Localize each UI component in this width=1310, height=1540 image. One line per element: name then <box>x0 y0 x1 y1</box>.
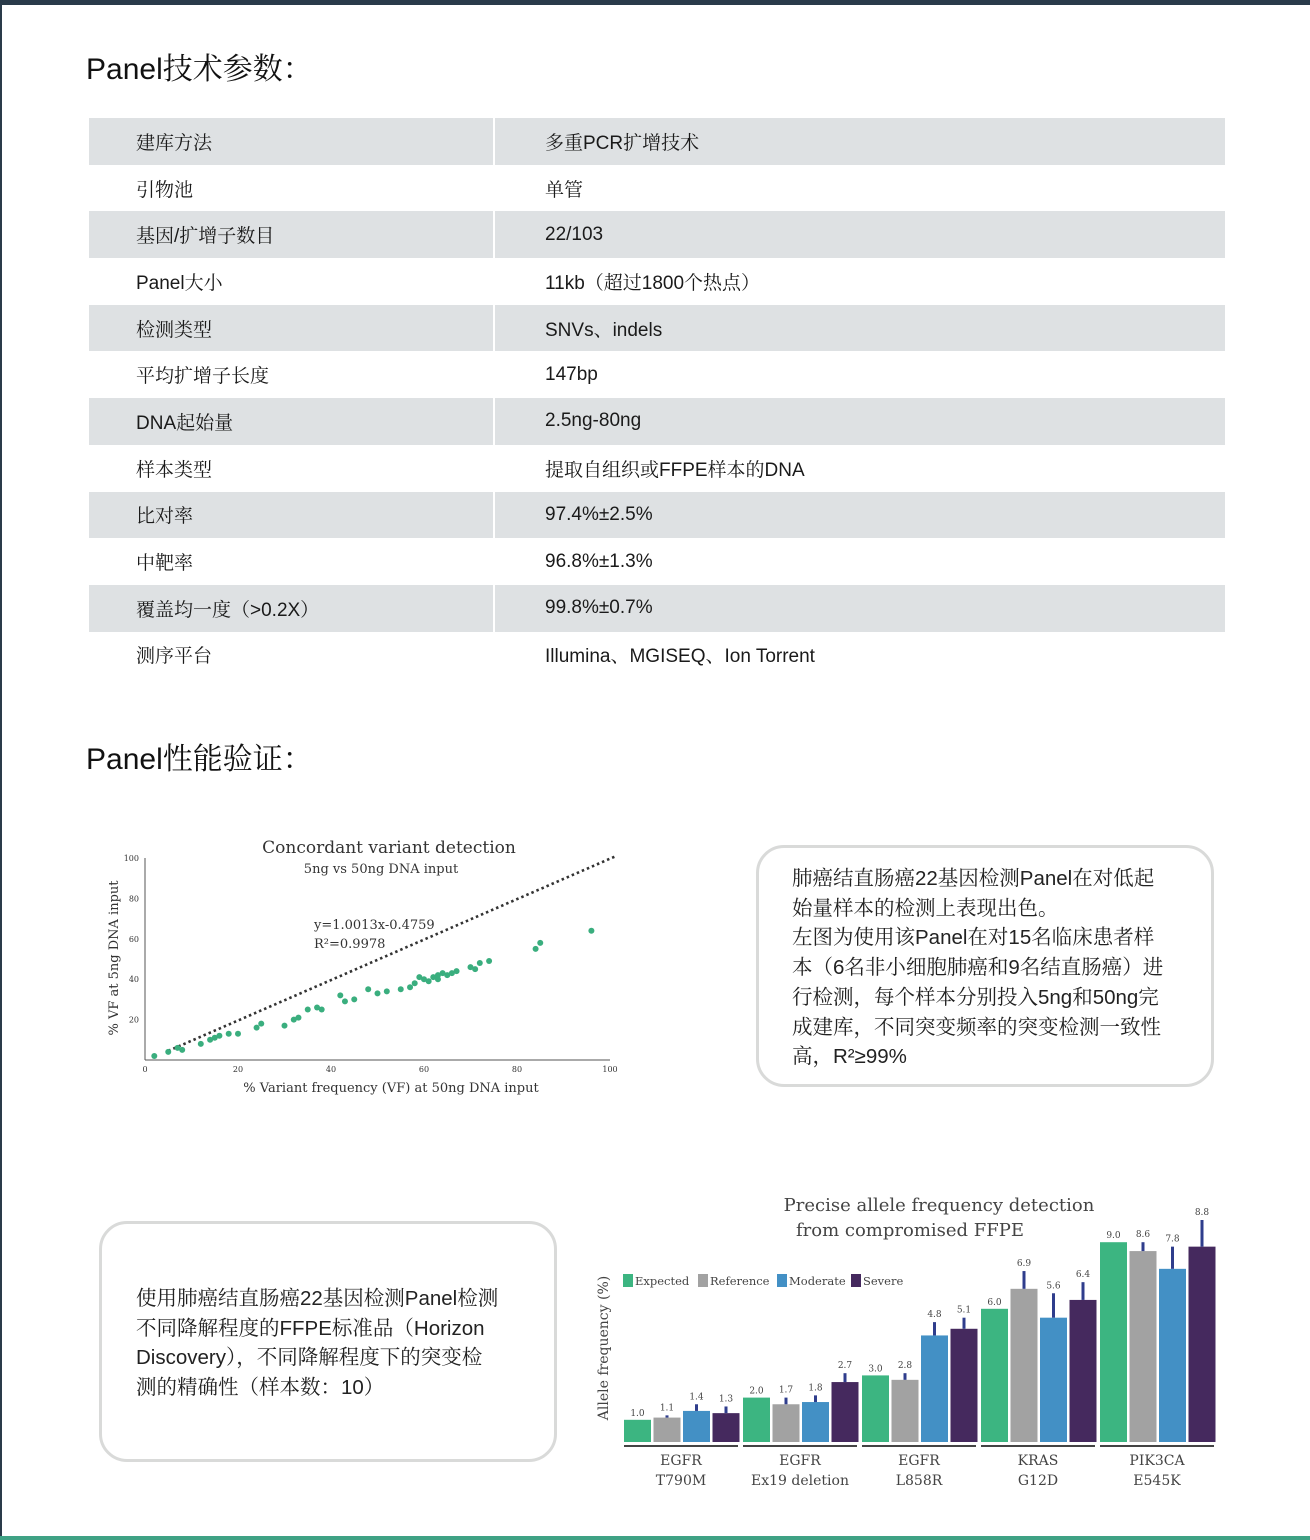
scatter-point <box>416 974 422 980</box>
scatter-point <box>235 1031 241 1037</box>
scatter-point <box>337 992 343 998</box>
category-gene-label: PIK3CA <box>1129 1453 1185 1469</box>
legend-label: Severe <box>863 1274 904 1288</box>
bar <box>951 1329 978 1442</box>
bottom-border <box>0 1536 1310 1540</box>
bar <box>1159 1269 1186 1442</box>
scatter-point <box>258 1021 264 1027</box>
description-line: 本（6名非小细胞肺癌和9名结直肠癌）进 <box>792 956 1164 980</box>
description-line: 使用肺癌结直肠癌22基因检测Panel检测 <box>136 1287 499 1310</box>
scatter-point <box>426 978 432 984</box>
param-row <box>89 351 1225 398</box>
x-tick-label: 40 <box>325 1065 337 1074</box>
param-value: 多重PCR扩增技术 <box>494 118 1225 165</box>
param-key: 测序平台 <box>89 632 494 679</box>
param-key: 平均扩增子长度 <box>89 351 494 398</box>
legend-swatch <box>851 1274 861 1287</box>
concordance-scatter-chart <box>100 830 630 1120</box>
param-row <box>89 632 1225 679</box>
y-tick-label: 40 <box>128 975 139 985</box>
bar-value-label: 2.0 <box>749 1386 764 1397</box>
scatter-point <box>412 980 418 986</box>
bar <box>683 1411 710 1442</box>
allele-frequency-bar-chart <box>590 1190 1240 1500</box>
scatter-point <box>435 976 441 982</box>
legend-swatch <box>698 1274 708 1287</box>
bar <box>862 1375 889 1442</box>
y-tick-label: 80 <box>128 894 139 904</box>
category-gene-label: EGFR <box>779 1453 821 1469</box>
scatter-point <box>295 1015 301 1021</box>
legend-label: Reference <box>710 1274 770 1288</box>
ffpe-description-box <box>99 1221 557 1462</box>
scatter-point <box>319 1007 325 1013</box>
scatter-point <box>398 986 404 992</box>
performance-title: Panel性能验证： <box>86 743 313 776</box>
bar-value-label: 9.0 <box>1106 1231 1121 1242</box>
scatter-point <box>226 1031 232 1037</box>
param-key: 覆盖均一度（>0.2X） <box>89 585 494 632</box>
bar-value-label: 1.1 <box>659 1403 675 1414</box>
param-row <box>89 305 1225 352</box>
category-variant-label: G12D <box>1017 1473 1059 1489</box>
scatter-point <box>342 998 348 1004</box>
param-row <box>89 118 1225 165</box>
bar-value-label: 1.8 <box>808 1383 823 1394</box>
chart-subtitle: from compromised FFPE <box>795 1220 1025 1241</box>
bar <box>713 1413 740 1442</box>
bar-value-label: 1.4 <box>689 1392 704 1403</box>
scatter-point <box>216 1033 222 1039</box>
description-line: 成建库，不同突变频率的突变检测一致性 <box>792 1015 1161 1039</box>
bar <box>743 1398 770 1442</box>
scatter-point <box>486 958 492 964</box>
left-border <box>0 0 2 1540</box>
x-axis-label: % Variant frequency (VF) at 50ng DNA input <box>243 1081 539 1096</box>
y-tick-label: 100 <box>123 854 139 863</box>
bar-value-label: 1.7 <box>778 1385 794 1396</box>
description-line: 左图为使用该Panel在对15名临床患者样 <box>792 926 1155 950</box>
param-key: 基因/扩增子数目 <box>89 211 494 258</box>
category-variant-label: T790M <box>655 1473 707 1489</box>
param-value: 22/103 <box>494 211 1225 258</box>
bar-value-label: 5.1 <box>956 1305 972 1316</box>
scatter-point <box>282 1023 288 1029</box>
scatter-point <box>384 988 390 994</box>
description-line: 高，R²≥99% <box>792 1045 907 1069</box>
param-value: 147bp <box>545 363 598 385</box>
category-variant-label: Ex19 deletion <box>751 1473 849 1489</box>
param-row <box>89 445 1225 492</box>
param-value: SNVs、indels <box>494 305 1225 352</box>
param-row <box>89 165 1225 212</box>
param-value: 99.8%±0.7% <box>494 585 1225 632</box>
scatter-point <box>151 1053 157 1059</box>
param-key: 中靶率 <box>89 538 494 585</box>
scatter-point <box>198 1041 204 1047</box>
scatter-point <box>179 1047 185 1053</box>
x-tick-label: 0 <box>142 1065 148 1074</box>
scatter-point <box>165 1049 171 1055</box>
bar <box>1130 1251 1157 1442</box>
category-gene-label: EGFR <box>660 1453 702 1469</box>
scatter-point <box>537 940 543 946</box>
param-value: 96.8%±1.3% <box>545 550 653 572</box>
r-squared: R²=0.9978 <box>314 937 386 952</box>
y-tick-label: 20 <box>128 1015 139 1025</box>
bar <box>773 1404 800 1442</box>
chart-subtitle: 5ng vs 50ng DNA input <box>303 862 459 877</box>
param-value: 单管 <box>545 179 584 201</box>
bar-value-label: 7.8 <box>1165 1234 1180 1245</box>
param-row <box>89 258 1225 305</box>
param-row <box>89 492 1225 539</box>
bar <box>1189 1247 1216 1442</box>
param-key: 检测类型 <box>89 305 494 352</box>
bar-value-label: 6.4 <box>1075 1270 1091 1281</box>
description-line: Discovery），不同降解程度下的突变检 <box>136 1346 483 1370</box>
bar <box>802 1402 829 1442</box>
legend-label: Expected <box>635 1274 690 1288</box>
bar <box>981 1309 1008 1442</box>
x-tick-label: 80 <box>511 1065 523 1074</box>
description-line: 肺癌结直肠癌22基因检测Panel在对低起 <box>792 867 1155 890</box>
scatter-point <box>305 1007 311 1013</box>
param-row <box>89 538 1225 585</box>
bar <box>921 1335 948 1442</box>
bar <box>832 1382 859 1442</box>
top-border <box>0 0 1310 5</box>
chart-title: Precise allele frequency detection <box>783 1195 1095 1216</box>
scatter-point <box>588 928 594 934</box>
category-gene-label: KRAS <box>1017 1453 1059 1469</box>
bar-value-label: 1.3 <box>718 1394 734 1405</box>
tech-params-title: Panel技术参数： <box>86 53 313 86</box>
legend-swatch <box>777 1274 787 1287</box>
description-line: 行检测，每个样本分别投入5ng和50ng完 <box>792 985 1159 1009</box>
param-row <box>89 211 1225 258</box>
bar-value-label: 5.6 <box>1046 1281 1061 1292</box>
category-variant-label: E545K <box>1133 1473 1181 1489</box>
param-key: 样本类型 <box>89 445 494 492</box>
chart-title: Concordant variant detection <box>262 838 516 858</box>
bar <box>1100 1242 1127 1442</box>
param-value: Illumina、MGISEQ、Ion Torrent <box>545 646 815 668</box>
y-axis-label: Allele frequency (%) <box>596 1275 612 1421</box>
scatter-point <box>533 946 539 952</box>
param-key: Panel大小 <box>89 258 494 305</box>
regression-equation: y=1.0013x-0.4759 <box>314 918 435 933</box>
low-input-description-box <box>756 845 1214 1087</box>
scatter-point <box>375 990 381 996</box>
param-key: 比对率 <box>89 492 494 539</box>
bar <box>624 1420 651 1442</box>
bar-value-label: 6.9 <box>1016 1259 1032 1270</box>
bar-value-label: 8.6 <box>1135 1230 1151 1241</box>
y-axis-label: % VF at 5ng DNA input <box>107 880 122 1036</box>
param-value: 提取自组织或FFPE样本的DNA <box>545 459 805 481</box>
bar <box>654 1418 681 1442</box>
bar <box>1011 1289 1038 1442</box>
bar-value-label: 2.7 <box>837 1361 853 1372</box>
param-key: DNA起始量 <box>89 398 494 445</box>
x-tick-label: 20 <box>232 1065 244 1074</box>
param-value: 11kb（超过1800个热点） <box>545 272 761 294</box>
scatter-point <box>365 986 371 992</box>
bar-value-label: 6.0 <box>987 1297 1002 1308</box>
param-row <box>89 585 1225 632</box>
bar <box>892 1380 919 1442</box>
param-value: 2.5ng-80ng <box>494 398 1225 445</box>
param-key: 引物池 <box>89 165 494 212</box>
scatter-point <box>351 996 357 1002</box>
scatter-point <box>477 960 483 966</box>
params-table <box>89 118 1225 678</box>
bar <box>1070 1300 1097 1442</box>
bar-value-label: 8.8 <box>1194 1208 1210 1218</box>
description-line: 始量样本的检测上表现出色。 <box>792 896 1059 920</box>
trend-line <box>168 857 614 1051</box>
bar-value-label: 3.0 <box>868 1364 883 1375</box>
scatter-point <box>472 966 478 972</box>
bar-value-label: 4.8 <box>927 1310 942 1321</box>
scatter-point <box>407 984 413 990</box>
legend-label: Moderate <box>789 1274 846 1288</box>
category-gene-label: EGFR <box>898 1453 940 1469</box>
legend-swatch <box>623 1274 633 1287</box>
y-tick-label: 60 <box>128 934 139 944</box>
category-variant-label: L858R <box>895 1473 943 1489</box>
x-tick-label: 100 <box>602 1065 618 1074</box>
scatter-point <box>254 1025 260 1031</box>
scatter-point <box>454 968 460 974</box>
bar-value-label: 1.0 <box>630 1408 645 1419</box>
param-value: 97.4%±2.5% <box>494 492 1225 539</box>
param-key: 建库方法 <box>89 118 494 165</box>
bar <box>1040 1318 1067 1442</box>
x-tick-label: 60 <box>418 1065 430 1074</box>
bar-value-label: 2.8 <box>897 1361 913 1372</box>
description-line: 测的精确性（样本数：10） <box>136 1376 385 1400</box>
description-line: 不同降解程度的FFPE标准品（Horizon <box>136 1316 485 1340</box>
param-row <box>89 398 1225 445</box>
